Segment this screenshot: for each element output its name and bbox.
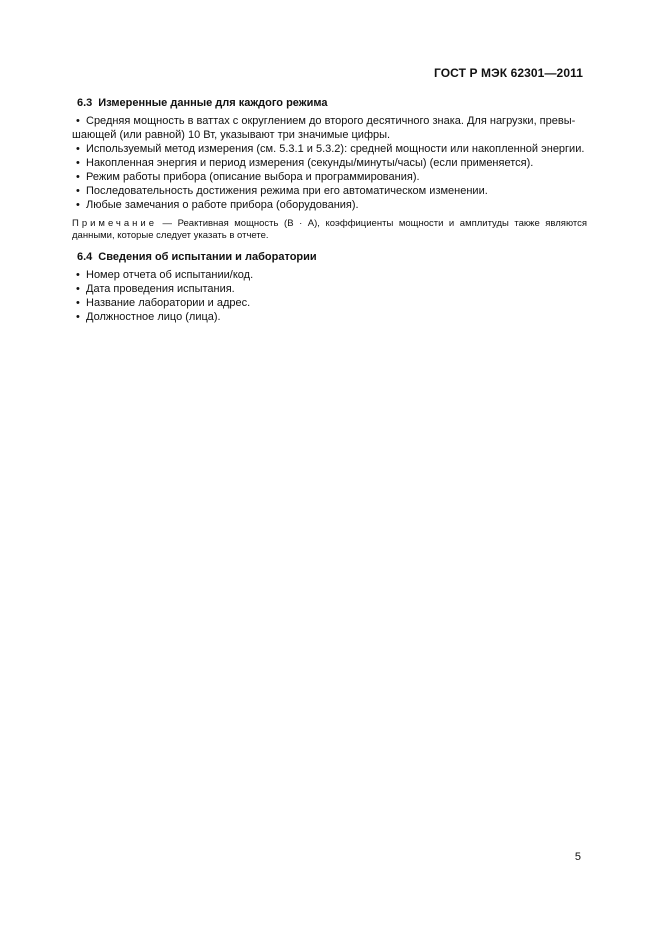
- section-6-4-heading: [77, 250, 587, 264]
- bullet-icon: •: [76, 143, 80, 155]
- note-paragraph: [72, 218, 587, 242]
- section-title: Измеренные данные для каждого режима: [98, 97, 328, 109]
- bullet-icon: •: [76, 199, 80, 211]
- section-number: 6.4: [77, 251, 93, 263]
- list-item: [76, 184, 587, 198]
- list-item-continuation: шающей (или равной) 10 Вт, указывают три значимые цифры.: [72, 129, 391, 141]
- bullet-icon: •: [76, 311, 80, 323]
- list-item-text: Используемый метод измерения (см. 5.3.1 и 5.3.2): средней мощности или накопленной энергии.: [86, 143, 585, 155]
- list-item-average-power: [76, 114, 587, 128]
- bullet-icon: •: [76, 185, 80, 197]
- bullet-icon: •: [76, 157, 80, 169]
- list-item: [76, 198, 587, 212]
- list-item: [76, 310, 587, 324]
- list-item: [76, 296, 587, 310]
- page-content: [72, 96, 587, 324]
- list-item-text: Должностное лицо (лица).: [86, 311, 221, 323]
- list-item-text: Дата проведения испытания.: [86, 283, 235, 295]
- bullet-icon: •: [76, 297, 80, 309]
- list-item: [76, 268, 587, 282]
- bullet-icon: •: [76, 115, 80, 127]
- bullet-icon: •: [76, 171, 80, 183]
- section-6-3-heading: [77, 96, 587, 110]
- list-item-text: Номер отчета об испытании/код.: [86, 269, 254, 281]
- page-number: 5: [574, 851, 581, 863]
- list-item-text: Название лаборатории и адрес.: [86, 297, 251, 309]
- list-item: [76, 170, 587, 184]
- list-item-text: Режим работы прибора (описание выбора и программирования).: [86, 171, 420, 183]
- note-label: Примечание: [72, 218, 157, 229]
- list-item-text: Последовательность достижения режима при его автоматическом изменении.: [86, 185, 488, 197]
- list-item: [76, 156, 587, 170]
- list-item: [76, 282, 587, 296]
- list-item-text: Любые замечания о работе прибора (оборудования).: [86, 199, 359, 211]
- bullet-icon: •: [76, 283, 80, 295]
- section-number: 6.3: [77, 97, 93, 109]
- note-text: — Реактивная мощность (В · А), коэффициенты мощности и амплитуды также являются данными, которые следует указать в отчете.: [72, 218, 587, 241]
- list-item-text: Средняя мощность в ваттах с округлением до второго десятичного знака. Для нагрузки, превы-: [86, 115, 576, 127]
- section-title: Сведения об испытании и лаборатории: [98, 251, 317, 263]
- list-item-text: Накопленная энергия и период измерения (секунды/минуты/часы) (если применяется).: [86, 157, 534, 169]
- document-code-header: ГОСТ Р МЭК 62301—2011: [433, 66, 583, 80]
- bullet-icon: •: [76, 269, 80, 281]
- list-item: [76, 142, 587, 156]
